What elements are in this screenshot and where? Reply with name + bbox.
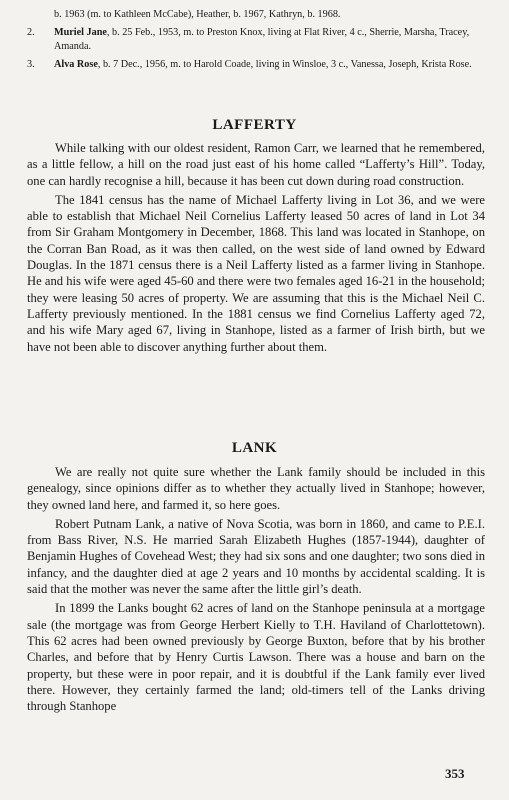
list-item-name: Alva Rose <box>54 58 98 70</box>
list-item-number: 3. <box>27 58 35 70</box>
paragraph: In 1899 the Lanks bought 62 acres of land on the Stanhope peninsula at a mortgage sale (the mortgage was from George Herbert Kielly to T.H. Haviland of Charlottetown). This 62 acres had been owned previously by George Buxton, before that by his brother Charles, and before that by Henry Curtis Lawson. There was a house and barn on the property, but these were in poor repair, and it is doubtful if the Lank family ever lived there. However, they certainly farmed the land; old-timers tell of the Lanks driving through Stanhope <box>27 601 485 714</box>
lank-body <box>27 464 485 717</box>
page-number: 353 <box>445 766 465 781</box>
list-item-text: , b. 25 Feb., 1953, m. to Preston Knox, living at Flat River, 4 c., Sherrie, Marsha, Tracey, Amanda. <box>54 26 470 53</box>
list-item <box>27 58 485 73</box>
lafferty-body <box>27 140 485 358</box>
list-item <box>27 8 485 23</box>
paragraph: The 1841 census has the name of Michael Lafferty living in Lot 36, and we were able to establish that Michael Neil Cornelius Lafferty leased 50 acres of land in Lot 34 from Sir Graham Montgomery in December, 1868. This land was located in Stanhope, on the Corran Ban Road, as it was then called, on the west side of land owned by Edward Douglas. In the 1871 census there is a Neil Lafferty listed as a farmer living in Stanhope. He and his wife were aged 45-60 and there were two females aged 16-21 in the household; they were leasing 50 acres of property. We are assuming that this is the Michael Neil C. Lafferty previously mentioned. In the 1881 census we find Cornelius Lafferty aged 72, and his wife Mary aged 67, living in Stanhope, listed as a farmer of Irish birth, but we have not been able to discover anything further about them. <box>27 192 485 354</box>
list-item-number: 2. <box>27 26 35 38</box>
children-list <box>27 8 485 75</box>
paragraph: While talking with our oldest resident, Ramon Carr, we learned that he remembered, as a little fellow, a hill on the road just east of his home called “Lafferty’s Hill”. Today, one can hardly recognise a hill, because it has been cut down during road construction. <box>27 141 485 188</box>
paragraph: We are really not quite sure whether the Lank family should be included in this genealogy, since opinions differ as to whether they actually lived in Stanhope; however, they owned land here, and farmed it, so here goes. <box>27 465 485 512</box>
list-continuation-text: b. 1963 (m. to Kathleen McCabe), Heather, b. 1967, Kathryn, b. 1968. <box>54 9 341 20</box>
list-item <box>27 26 485 55</box>
paragraph: Robert Putnam Lank, a native of Nova Scotia, was born in 1860, and came to P.E.I. from Bass River, N.S. He married Sarah Elizabeth Hughes (1857-1944), daughter of Benjamin Hughes of Covehead West; they had six sons and one daughter; two sons died in infancy, and the daughter died at age 2 years and 10 months by accidental scalding. It is said that the mother was never the same after the little girl’s death. <box>27 516 485 597</box>
section-heading-lafferty: LAFFERTY <box>212 117 297 133</box>
section-heading-lank: LANK <box>231 440 278 456</box>
list-item-name: Muriel Jane <box>54 26 107 38</box>
list-item-text: , b. 7 Dec., 1956, m. to Harold Coade, living in Winsloe, 3 c., Vanessa, Joseph, Krista Rose. <box>97 58 472 70</box>
